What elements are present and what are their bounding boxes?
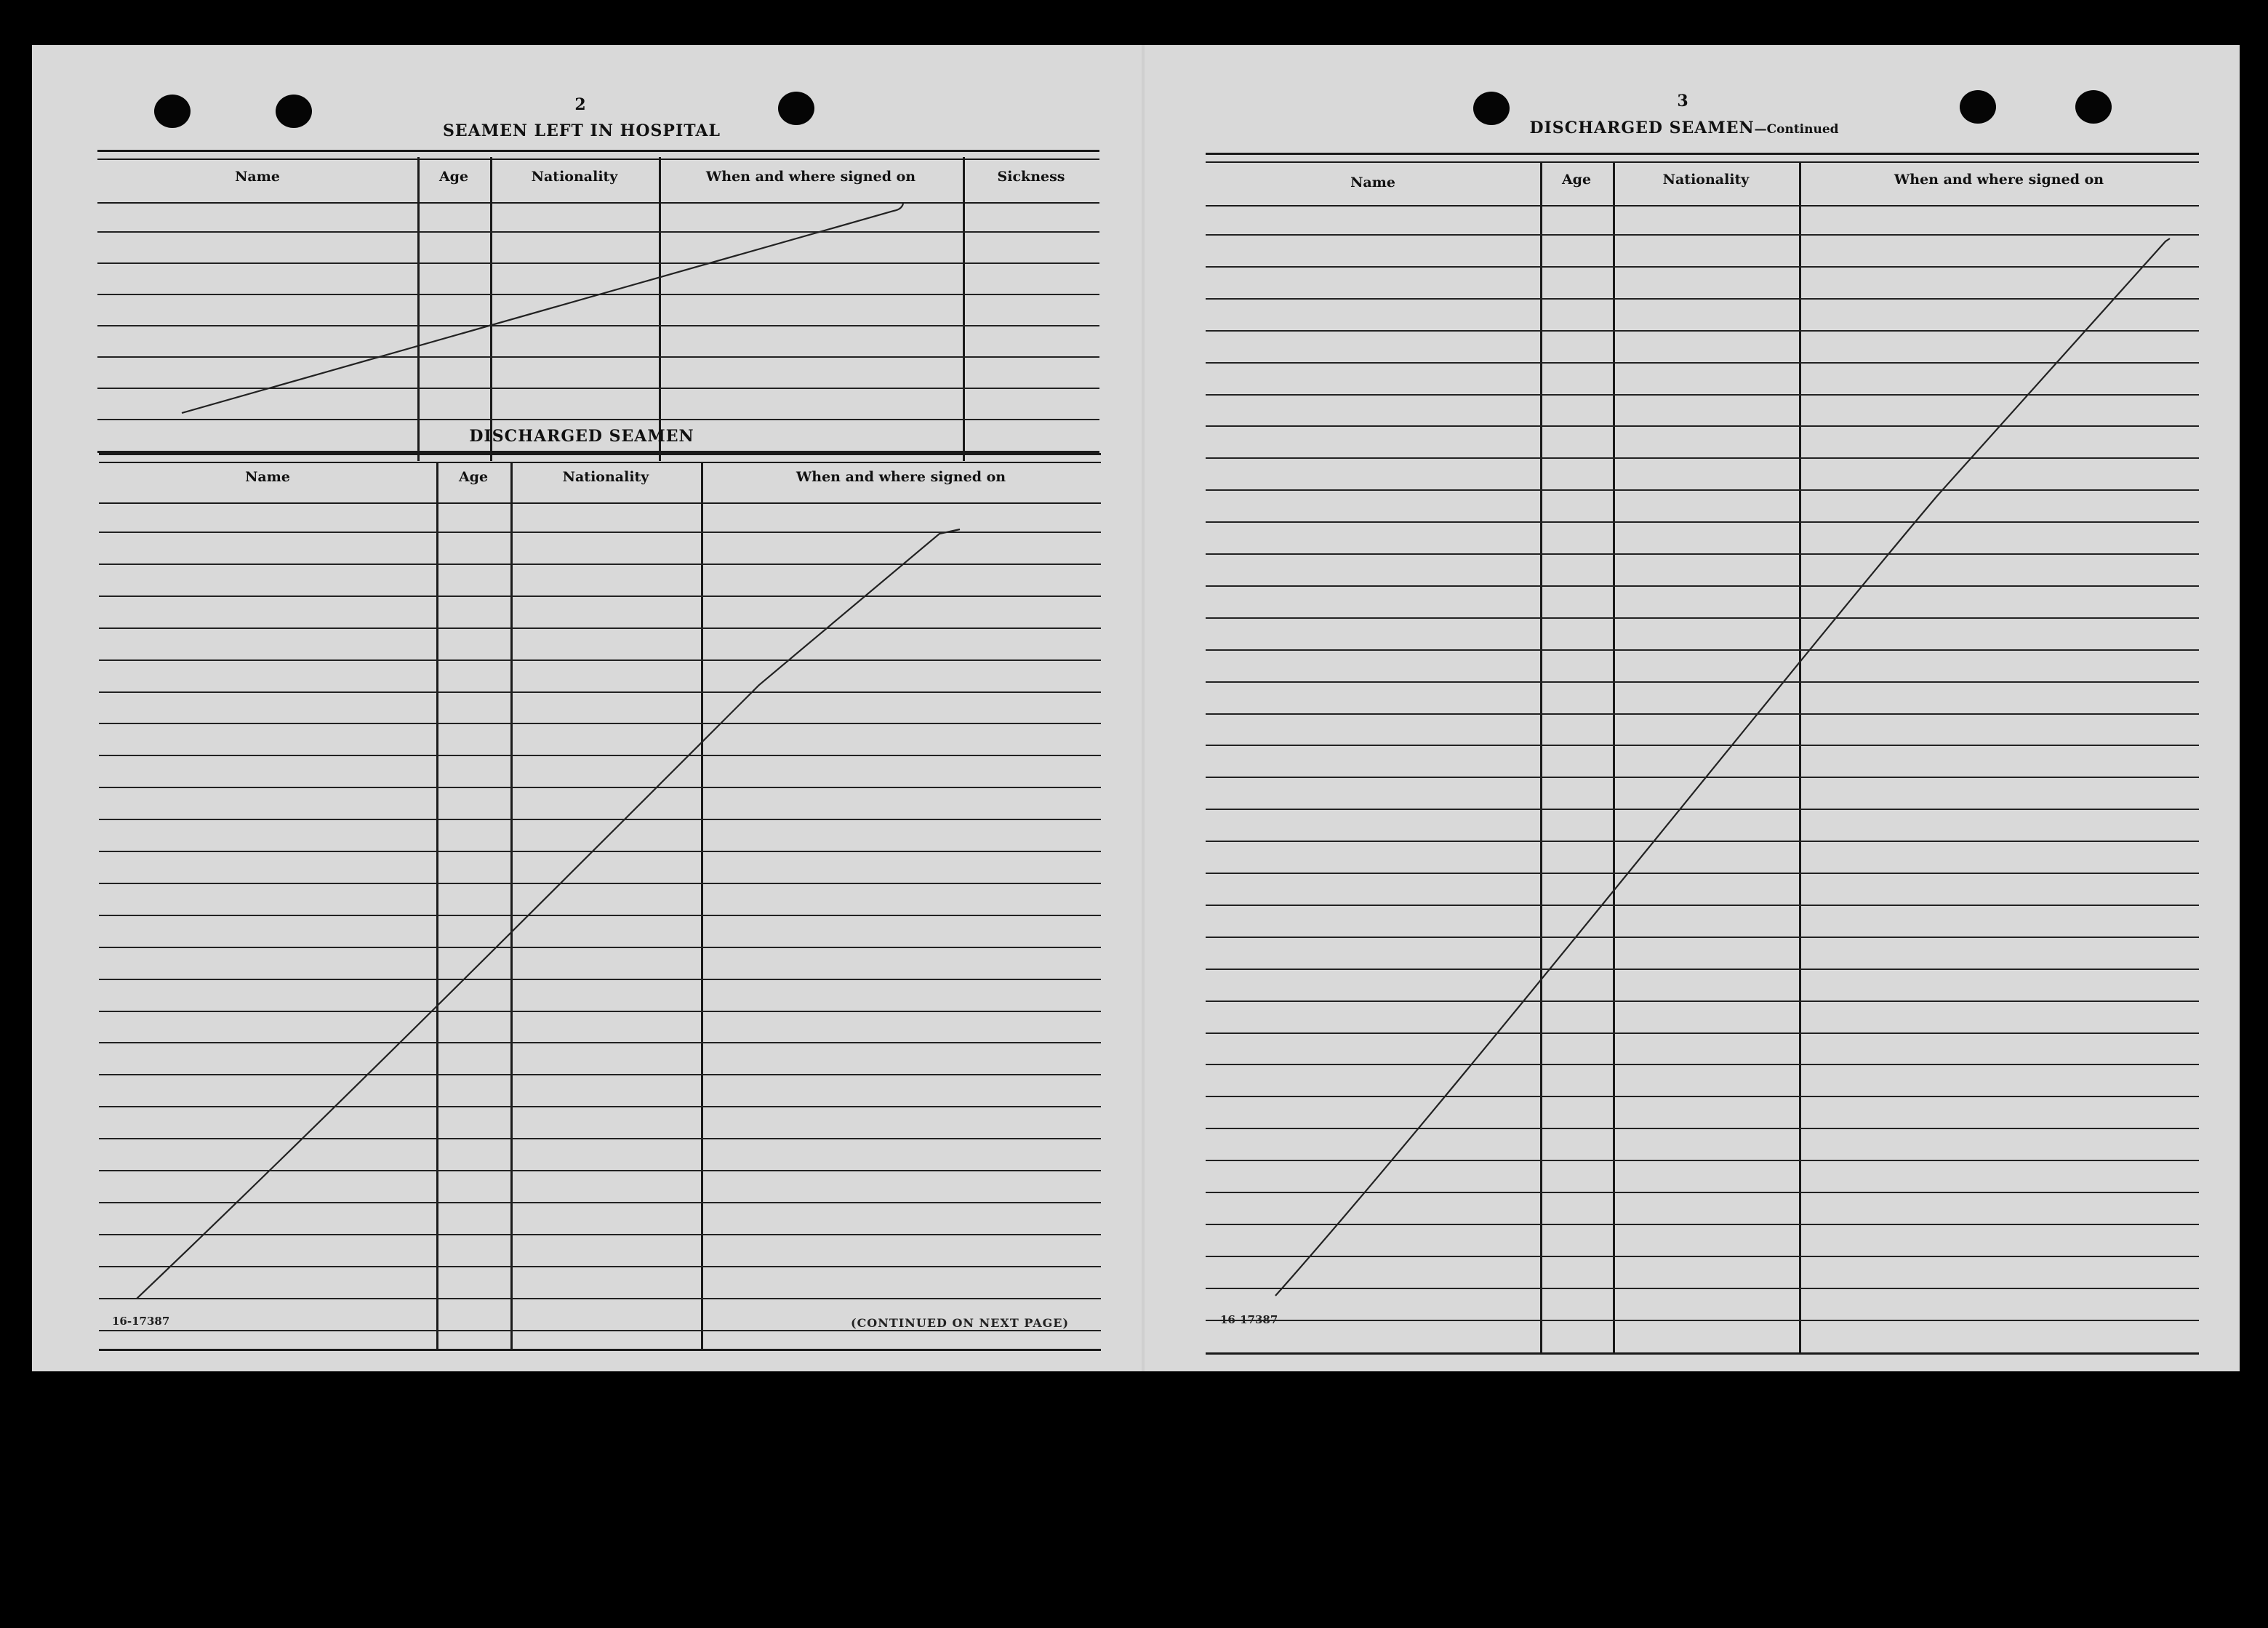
page-number-left: 2 [574,95,586,114]
form-number-right: 16-17387 [1220,1313,1278,1326]
column-header-name: Name [1350,175,1395,191]
title-suffix: —Continued [1754,122,1839,137]
column-header-nationality: Nationality [562,469,649,485]
document-sheet [32,45,2240,1371]
column-header-signed-on: When and where signed on [705,169,916,185]
cancel-line-hospital [182,204,903,413]
column-header-name: Name [235,169,280,185]
form-number-left: 16-17387 [112,1315,170,1328]
column-header-name: Name [245,469,290,485]
cancel-line-discharged [137,529,960,1299]
column-header-age: Age [458,469,489,485]
column-header-nationality: Nationality [1662,172,1750,188]
column-header-age: Age [438,169,469,185]
title-text: DISCHARGED SEAMEN [1529,119,1755,137]
hospital-section-title: SEAMEN LEFT IN HOSPITAL [443,121,721,140]
page-number-right: 3 [1677,92,1688,111]
column-header-signed-on: When and where signed on [1894,172,2104,188]
cancel-line-discharged-continued [1275,238,2170,1296]
cancellation-strokes [32,45,2240,1371]
discharged-section-title: DISCHARGED SEAMEN [469,427,694,446]
column-header-nationality: Nationality [531,169,618,185]
continued-note: (CONTINUED ON NEXT PAGE) [851,1316,1070,1330]
column-header-sickness: Sickness [997,169,1065,185]
column-header-signed-on: When and where signed on [796,469,1006,485]
column-header-age: Age [1561,172,1592,188]
